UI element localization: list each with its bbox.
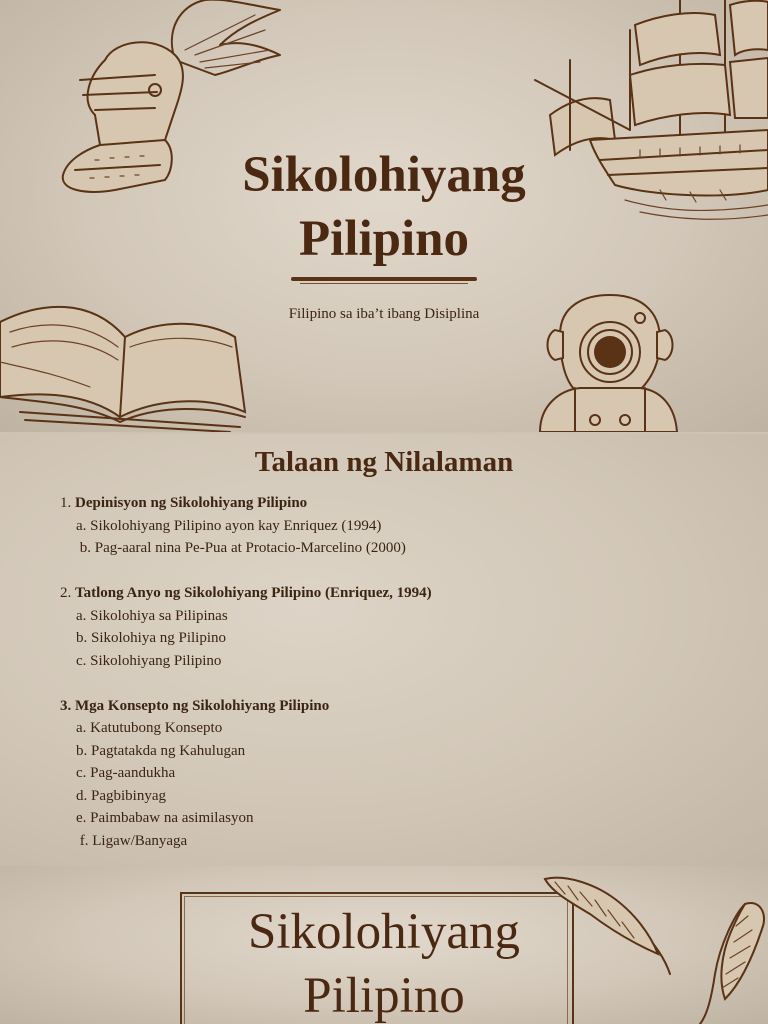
title-underline-thin [300,283,468,284]
section-number: 1. [60,495,72,511]
toc-item: a. Sikolohiya sa Pilipinas [76,607,228,624]
slide-title-heading [0,143,768,271]
toc-list [60,492,432,852]
toc-item: c. Pag-aandukha [76,765,176,781]
slide-title-framed [0,866,768,1024]
toc-item: d. Pagbibinyag [76,787,166,804]
toc-section-2 [60,582,432,605]
section-number: 3. [60,697,72,714]
toc-heading: Talaan ng Nilalaman [254,446,514,478]
toc-item: a. Katutubong Konsepto [76,720,223,736]
section-title: Depinisyon ng Sikolohiyang Pilipino [75,495,308,511]
toc-item: b. Sikolohiya ng Pilipino [76,630,227,646]
section-title: Mga Konsepto ng Sikolohiyang Pilipino [75,697,330,714]
title-underline [291,277,477,281]
toc-item: e. Paimbabaw na asimilasyon [76,810,254,826]
slide-subtitle: Filipino sa iba’t ibang Disiplina [288,306,480,322]
toc-item: a. Sikolohiyang Pilipino ayon kay Enriquez (1994) [76,517,382,534]
title-line-1: Sikolohiyang [247,904,520,960]
slide-table-of-contents [0,434,768,866]
toc-section-1 [60,492,432,515]
section-title: Tatlong Anyo ng Sikolohiyang Pilipino (Enriquez, 1994) [75,585,432,601]
title-line-2: Pilipino [303,968,465,1024]
slide-title [0,0,768,432]
quill-feather-icon [540,874,768,1024]
toc-section-3 [60,695,432,718]
title-line-1: Sikolohiyang [242,147,526,203]
title-line-2: Pilipino [298,211,470,267]
toc-item: f. Ligaw/Banyaga [76,832,188,849]
toc-item: b. Pagtatakda ng Kahulugan [76,742,246,759]
toc-item: c. Sikolohiyang Pilipino [76,652,222,669]
section-number: 2. [60,585,72,601]
toc-item: b. Pag-aaral nina Pe-Pua at Protacio-Marcelino (2000) [76,540,406,556]
